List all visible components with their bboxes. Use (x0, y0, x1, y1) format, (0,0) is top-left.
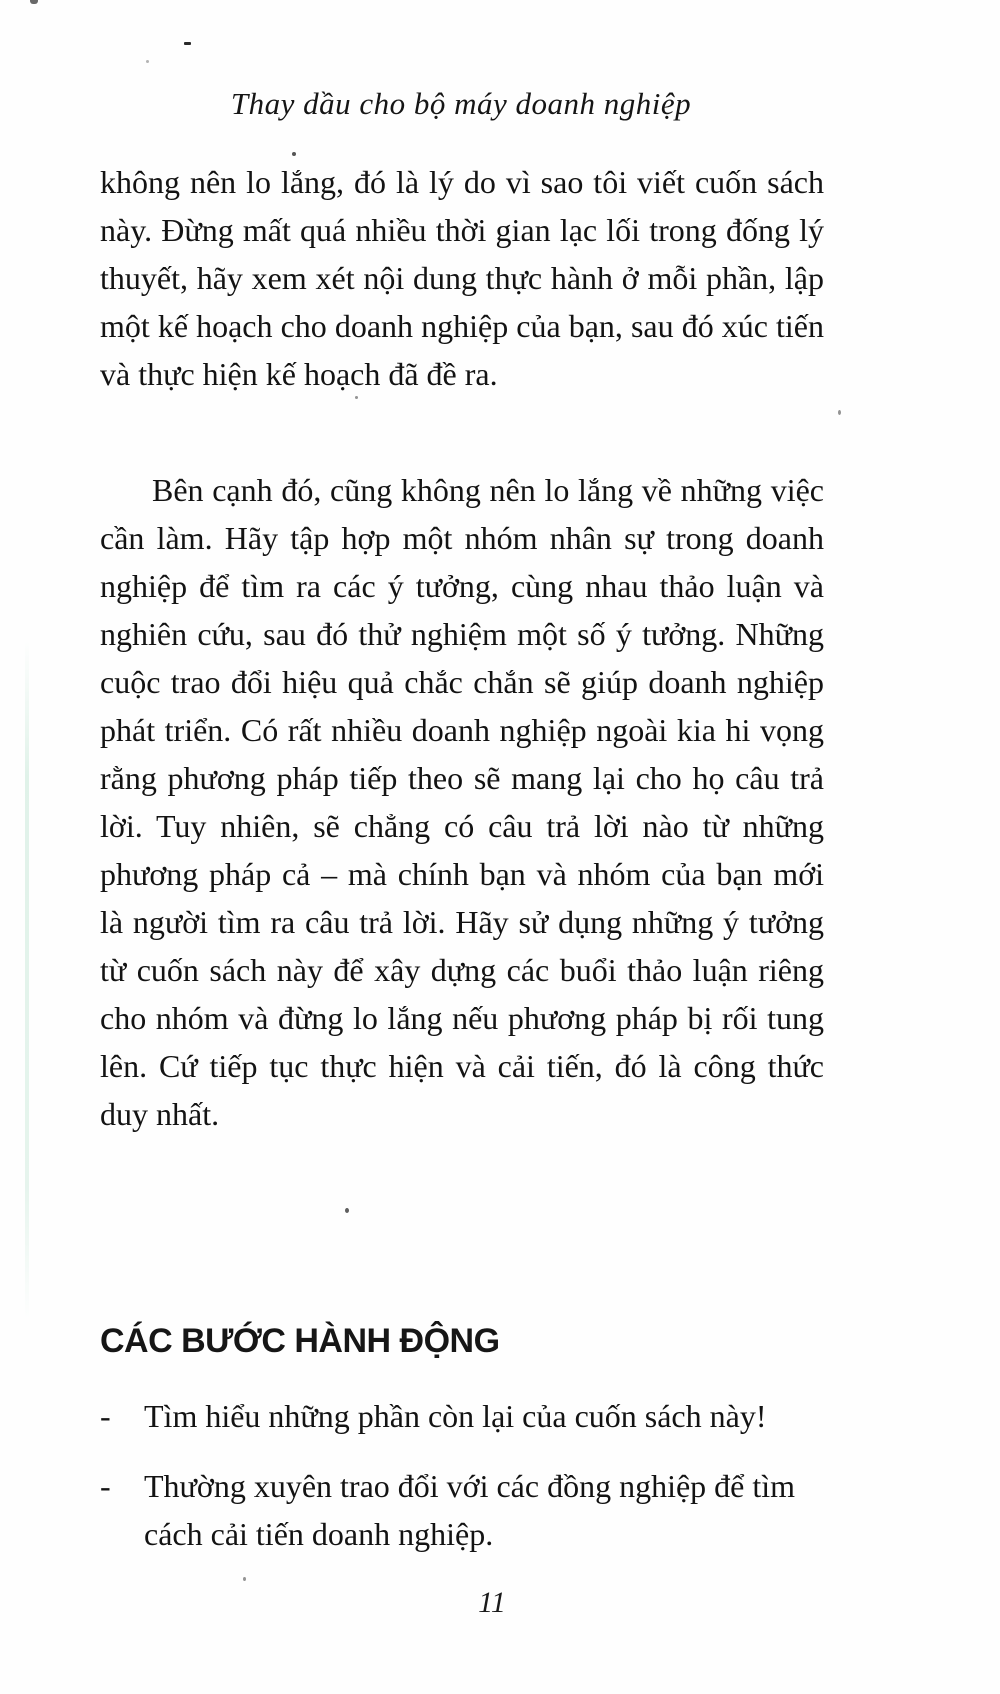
scan-speck (184, 42, 191, 45)
action-steps-list (100, 1392, 824, 1580)
scan-artifact-streak (25, 640, 29, 1320)
scan-speck (292, 152, 296, 156)
list-item-text: Tìm hiểu những phần còn lại của cuốn sách này! (144, 1398, 767, 1434)
bullet-dash-marker: - (100, 1468, 111, 1504)
scan-speck (345, 1208, 349, 1213)
page-number: 11 (478, 1586, 506, 1619)
running-header: Thay dầu cho bộ máy doanh nghiệp (230, 86, 692, 121)
scan-speck (838, 410, 841, 415)
scan-speck (30, 0, 38, 4)
bullet-dash-marker: - (100, 1398, 111, 1434)
list-item (100, 1462, 824, 1558)
body-paragraph: không nên lo lắng, đó là lý do vì sao tôi viết cuốn sách này. Đừng mất quá nhiều thời gian lạc lối trong đống lý thuyết, hãy xem xét nội dung thực hành ở mỗi phần, lập một kế hoạch cho doanh nghiệp của bạn, sau đó xúc tiến và thực hiện kế hoạch đã đề ra. (100, 164, 824, 392)
list-item-text: Thường xuyên trao đổi với các đồng nghiệp để tìm cách cải tiến doanh nghiệp. (144, 1468, 796, 1552)
scan-speck (146, 60, 149, 63)
list-item (100, 1392, 824, 1440)
body-paragraph: Bên cạnh đó, cũng không nên lo lắng về những việc cần làm. Hãy tập hợp một nhóm nhân sự trong doanh nghiệp để tìm ra các ý tưởng, cùng nhau thảo luận và nghiên cứu, sau đó thử nghiệm một số ý tưởng. Những cuộc trao đổi hiệu quả chắc chắn sẽ giúp doanh nghiệp phát triển. Có rất nhiều doanh nghiệp ngoài kia hi vọng rằng phương pháp tiếp theo sẽ mang lại cho họ câu trả lời. Tuy nhiên, sẽ chẳng có câu trả lời nào từ những phương pháp cả – mà chính bạn và nhóm của bạn mới là người tìm ra câu trả lời. Hãy sử dụng những ý tưởng từ cuốn sách này để xây dựng các buổi thảo luận riêng cho nhóm và đừng lo lắng nếu phương pháp bị rối tung lên. Cứ tiếp tục thực hiện và cải tiến, đó là công thức duy nhất. (100, 472, 824, 1132)
section-heading: CÁC BƯỚC HÀNH ĐỘNG (100, 1322, 500, 1360)
